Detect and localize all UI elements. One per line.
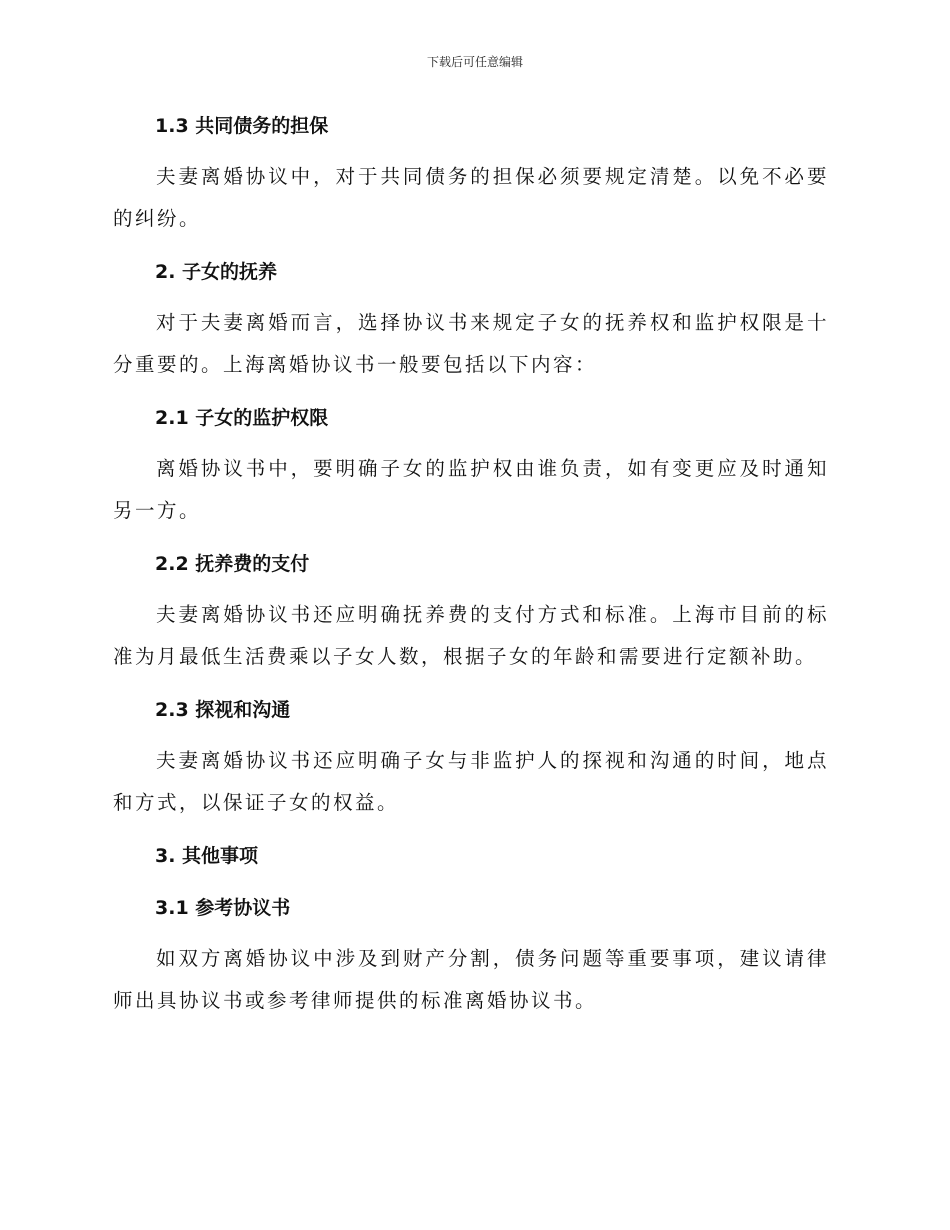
section-heading-2-2: 2.2 抚养费的支付	[155, 553, 310, 575]
section-heading-3-1: 3.1 参考协议书	[155, 897, 291, 919]
section-paragraph-2-3: 夫妻离婚协议书还应明确子女与非监护人的探视和沟通的时间，地点和方式，以保证子女的权益。	[113, 749, 829, 814]
section-paragraph-2-1: 离婚协议书中，要明确子女的监护权由谁负责，如有变更应及时通知另一方。	[113, 457, 829, 522]
section-heading-3: 3. 其他事项	[155, 845, 259, 867]
section-paragraph-2: 对于夫妻离婚而言，选择协议书来规定子女的抚养权和监护权限是十分重要的。上海离婚协议书一般要包括以下内容：	[113, 311, 829, 376]
page-header-note: 下载后可任意编辑	[426, 55, 523, 69]
section-heading-1-3: 1.3 共同债务的担保	[155, 115, 329, 137]
section-heading-2-3: 2.3 探视和沟通	[155, 699, 291, 721]
section-paragraph-3-1: 如双方离婚协议中涉及到财产分割，债务问题等重要事项，建议请律师出具协议书或参考律师提供的标准离婚协议书。	[113, 947, 829, 1012]
section-paragraph-1-3: 夫妻离婚协议中，对于共同债务的担保必须要规定清楚。以免不必要的纠纷。	[113, 165, 829, 230]
section-heading-2-1: 2.1 子女的监护权限	[155, 407, 329, 429]
document-body	[113, 112, 829, 1022]
section-heading-2: 2. 子女的抚养	[155, 261, 278, 283]
section-paragraph-2-2: 夫妻离婚协议书还应明确抚养费的支付方式和标准。上海市目前的标准为月最低生活费乘以子女人数，根据子女的年龄和需要进行定额补助。	[113, 603, 829, 668]
